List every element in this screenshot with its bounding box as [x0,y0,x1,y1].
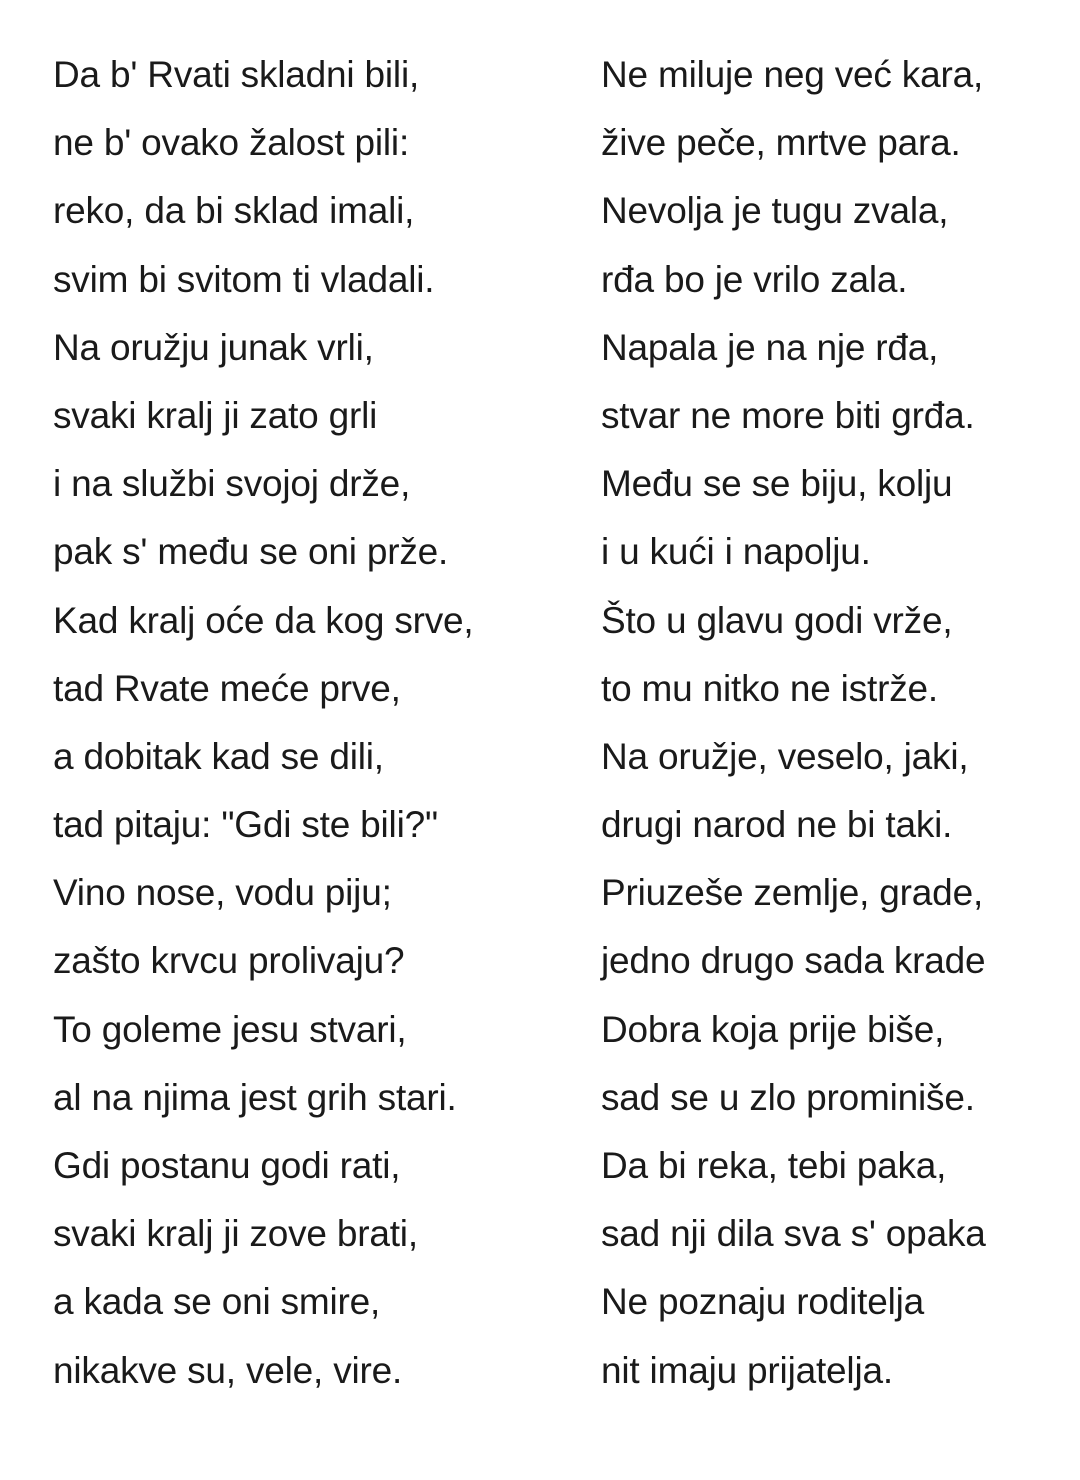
poem-line: drugi narod ne bi taki. [601,804,953,846]
poem-line: svaki kralj ji zato grli [53,394,378,436]
poem-line: Da b' Rvati skladni bili, [53,54,420,95]
poem-line: Gdi postanu godi rati, [53,1145,401,1186]
poem-line: to mu nitko ne istrže. [601,667,938,709]
poem-line: pak s' među se oni prže. [53,531,449,573]
poem-line: Među se se biju, kolju [601,463,953,505]
poem-line: a kada se oni smire, [53,1281,381,1323]
poem-line: zašto krvcu prolivaju? [53,940,405,982]
poem-line: svaki kralj ji zove brati, [53,1213,418,1255]
poem-line: sad se u zlo prominiše. [601,1076,975,1118]
poem-line: Na oružje, veselo, jaki, [601,735,969,777]
poem-column-left [53,41,474,1405]
poem-line: Vino nose, vodu piju; [53,872,392,914]
poem-line: To goleme jesu stvari, [53,1008,407,1050]
poem-line: tad Rvate meće prve, [53,667,401,709]
poem-line: Ne miluje neg već kara, [601,54,984,95]
poem-line: al na njima jest grih stari. [53,1076,457,1118]
poem-line: Kad kralj oće da kog srve, [53,599,474,641]
poem-line: i u kući i napolju. [601,531,871,573]
poem-line: i na službi svojoj drže, [53,463,411,505]
poem-line: žive peče, mrtve para. [601,122,961,164]
poem-line: ne b' ovako žalost pili: [53,122,410,164]
poem-column-right [601,41,986,1405]
poem-line: jedno drugo sada krade [601,940,986,982]
poem-line: nit imaju prijatelja. [601,1349,893,1391]
poem-line: svim bi svitom ti vladali. [53,258,435,300]
poem-line: Napala je na nje rđa, [601,326,939,368]
poem-text [0,41,1080,1441]
poem-line: rđa bo je vrilo zala. [601,258,908,300]
poem-line: Dobra koja prije biše, [601,1008,945,1050]
poem-line: stvar ne more biti grđa. [601,394,975,436]
poem-line: nikakve su, vele, vire. [53,1349,403,1391]
poem-line: Na oružju junak vrli, [53,326,374,368]
poem-line: Ne poznaju roditelja [601,1281,925,1323]
poem-line: a dobitak kad se dili, [53,735,384,777]
poem-line: Priuzeše zemlje, grade, [601,872,984,914]
poem-line: sad nji dila sva s' opaka [601,1213,986,1255]
poem-line: reko, da bi sklad imali, [53,190,415,232]
poem-line: tad pitaju: "Gdi ste bili?" [53,804,438,846]
poem-line: Što u glavu godi vrže, [601,599,953,641]
poem-line: Nevolja je tugu zvala, [601,190,949,232]
poem-line: Da bi reka, tebi paka, [601,1145,947,1186]
